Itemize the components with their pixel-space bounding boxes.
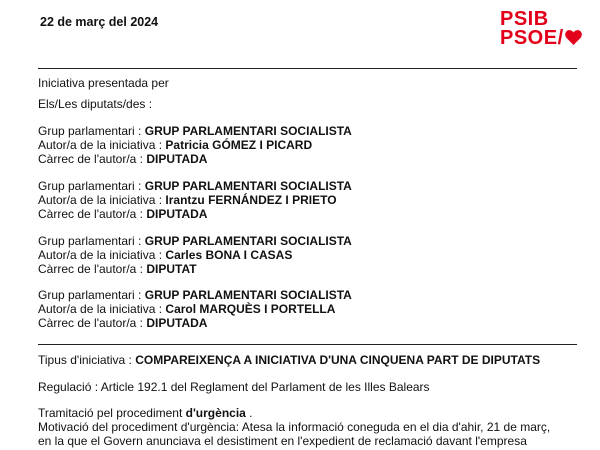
author-role-row <box>38 262 197 276</box>
author-group-row <box>38 288 352 302</box>
deputies-heading: Els/Les diputats/des : <box>38 97 153 111</box>
author-value: Patricia GÓMEZ I PICARD <box>165 138 313 152</box>
group-label: Grup parlamentari : <box>38 234 142 248</box>
role-value: DIPUTADA <box>146 316 208 330</box>
procedure-label: Tramitació pel procediment <box>38 406 183 420</box>
regulation-text: Regulació : Article 192.1 del Reglament del Parlament de les Illes Balears <box>38 380 430 394</box>
author-label: Autor/a de la iniciativa : <box>38 193 163 207</box>
procedure-suffix: . <box>249 406 253 420</box>
author-label: Autor/a de la iniciativa : <box>38 248 163 262</box>
author-role-row <box>38 316 207 330</box>
group-value: GRUP PARLAMENTARI SOCIALISTA <box>144 179 352 193</box>
author-group-row <box>38 179 352 193</box>
group-value: GRUP PARLAMENTARI SOCIALISTA <box>144 288 352 302</box>
group-label: Grup parlamentari : <box>38 288 142 302</box>
role-value: DIPUTADA <box>146 152 208 166</box>
role-label: Càrrec de l'autor/a : <box>38 316 144 330</box>
role-label: Càrrec de l'autor/a : <box>38 152 144 166</box>
author-name-row <box>38 193 337 207</box>
procedure-value: d'urgència <box>185 406 246 420</box>
author-label: Autor/a de la iniciativa : <box>38 302 163 316</box>
procedure-row <box>38 406 253 420</box>
role-value: DIPUTAT <box>146 262 197 276</box>
header-divider <box>38 68 577 69</box>
section-divider <box>38 344 577 345</box>
motivation-line: en la que el Govern anunciava el desistiment en l'expedient de reclamació davant l'empresa <box>38 434 527 448</box>
initiative-type-label: Tipus d'iniciativa : <box>38 353 132 367</box>
psib-psoe-logo <box>500 10 582 48</box>
heart-icon <box>565 30 582 45</box>
author-group-row <box>38 124 352 138</box>
author-role-row <box>38 152 207 166</box>
author-value: Carles BONA I CASAS <box>165 248 293 262</box>
group-label: Grup parlamentari : <box>38 179 142 193</box>
initiative-type-value: COMPAREIXENÇA A INICIATIVA D'UNA CINQUENA PART DE DIPUTATS <box>135 353 541 367</box>
group-value: GRUP PARLAMENTARI SOCIALISTA <box>144 124 352 138</box>
author-name-row <box>38 302 335 316</box>
author-value: Irantzu FERNÁNDEZ I PRIETO <box>165 193 337 207</box>
role-value: DIPUTADA <box>146 207 208 221</box>
logo-line-psoe <box>500 29 582 48</box>
author-name-row <box>38 248 292 262</box>
author-role-row <box>38 207 207 221</box>
author-value: Carol MARQUÈS I PORTELLA <box>165 302 336 316</box>
role-label: Càrrec de l'autor/a : <box>38 262 144 276</box>
role-label: Càrrec de l'autor/a : <box>38 207 144 221</box>
logo-line-psib: PSIB <box>500 8 549 30</box>
author-group-row <box>38 234 352 248</box>
author-name-row <box>38 138 312 152</box>
logo-psoe-text: PSOE/ <box>500 27 564 49</box>
group-value: GRUP PARLAMENTARI SOCIALISTA <box>144 234 352 248</box>
document-date: 22 de març del 2024 <box>40 15 159 29</box>
author-label: Autor/a de la iniciativa : <box>38 138 163 152</box>
presented-by-text: Iniciativa presentada per <box>38 76 169 90</box>
motivation-line: Motivació del procediment d'urgència: Atesa la informació coneguda en el dia d'ahir, 21 de març, <box>38 420 551 434</box>
group-label: Grup parlamentari : <box>38 124 142 138</box>
initiative-type-row <box>38 353 540 367</box>
